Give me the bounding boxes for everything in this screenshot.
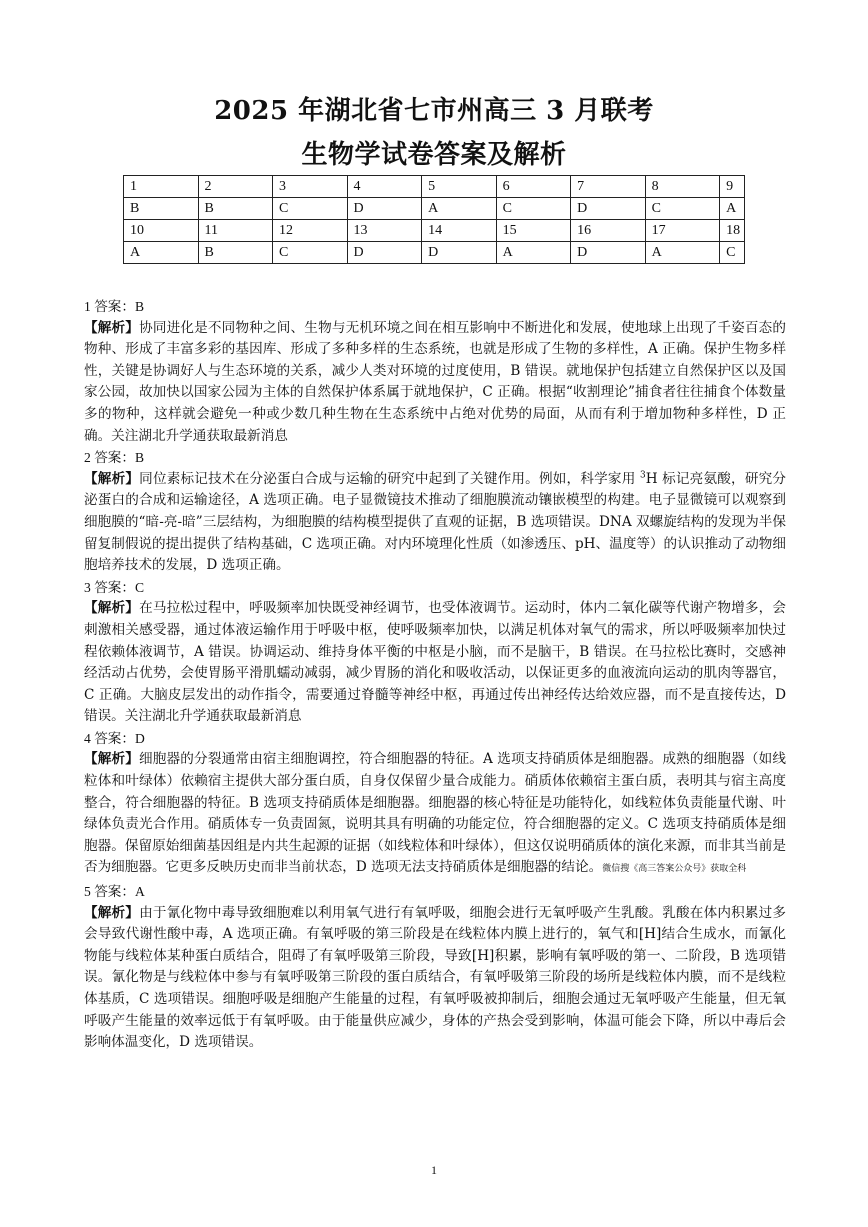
table-row (124, 198, 745, 220)
table-cell: B (198, 242, 273, 264)
table-cell: A (720, 198, 745, 220)
explanation-paragraph (84, 598, 786, 728)
table-cell: A (124, 242, 199, 264)
answer-line: 2 答案：B (84, 450, 145, 466)
table-cell: C (273, 242, 348, 264)
table-cell: 15 (496, 220, 571, 242)
table-cell: 17 (645, 220, 720, 242)
table-cell: 16 (571, 220, 646, 242)
answer-line: 1 答案：B (84, 299, 145, 314)
table-cell: D (347, 242, 422, 264)
table-cell: C (496, 198, 571, 220)
explanation-text: 同位素标记技术在分泌蛋白合成与运输的研究中起到了关键作用。例如，科学家用 (139, 470, 640, 487)
table-cell: 18 (720, 220, 745, 242)
explanation-paragraph (84, 903, 786, 1054)
isotope-superscript: 3 (640, 470, 646, 481)
table-cell: 14 (422, 220, 497, 242)
explanations-body (84, 296, 786, 1054)
answer-line: 3 答案：C (84, 579, 145, 595)
explanation-tag: 【解析】 (84, 904, 140, 921)
table-cell: D (571, 198, 646, 220)
table-cell: A (496, 242, 571, 264)
table-cell: 11 (198, 220, 273, 242)
table-cell: C (645, 198, 720, 220)
answer-line: 4 答案：D (84, 730, 145, 746)
document-subtitle: 生物学试卷答案及解析 (301, 140, 567, 170)
table-cell: C (720, 242, 745, 264)
table-cell: 7 (571, 176, 646, 198)
table-cell: 1 (124, 176, 199, 198)
explanation-tag: 【解析】 (84, 751, 140, 768)
table-cell: 3 (273, 176, 348, 198)
table-row (124, 176, 745, 198)
table-cell: D (571, 242, 646, 264)
table-cell: 4 (347, 176, 422, 198)
page-number: 1 (431, 1163, 437, 1177)
table-cell: 6 (496, 176, 571, 198)
table-cell: D (422, 242, 497, 264)
table-cell: A (422, 198, 497, 220)
table-cell: B (124, 198, 199, 220)
explanation-tag: 【解析】 (84, 470, 140, 487)
explanation-paragraph (84, 469, 786, 577)
table-cell: 9 (720, 176, 745, 198)
answer-line: 5 答案：A (84, 884, 145, 900)
table-cell: 5 (422, 176, 497, 198)
explanation-text: 由于氰化物中毒导致细胞难以利用氧气进行有氧呼吸，细胞会进行无氧呼吸产生乳酸。乳酸在体内积累过多会导致代谢性酸中毒，A 选项正确。有氧呼吸的第三阶段是在线粒体内膜上进行的，氧气和[H]结合生成水，而氰化物能与线粒体某种蛋白质结合，阻碍了有氧呼吸第三阶段，导致[H]积累，影响有氧呼吸的第一、二阶段，B 选项错误。氰化物是与线粒体中参与有氧呼吸第三阶段的蛋白质结合，有氧呼吸第三阶段的场所是线粒体内膜，而不是线粒体基质，C 选项错误。细胞呼吸是细胞产生能量的过程，有氧呼吸被抑制后，细胞会通过无氧呼吸产生能量，但无氧呼吸产生能量的效率远低于有氧呼吸。由于能量供应减少，身体的产热会受到影响，体温可能会下降，所以中毒后会影响体温变化，D 选项错误。 (84, 904, 787, 1051)
table-cell: 8 (645, 176, 720, 198)
promo-note: 微信搜《高三答案公众号》获取全科 (602, 864, 747, 875)
table-cell: 13 (347, 220, 422, 242)
explanation-paragraph (84, 749, 786, 881)
table-cell: B (198, 198, 273, 220)
explanation-text: 细胞器的分裂通常由宿主细胞调控，符合细胞器的特征。A 选项支持硝质体是细胞器。成熟的细胞器（如线粒体和叶绿体）依赖宿主提供大部分蛋白质，自身仅保留少量合成能力。硝质体依赖宿主蛋白质，表明其与宿主高度整合，符合细胞器的特征。B 选项支持硝质体是细胞器。细胞器的核心特征是功能特化，如线粒体负责能量代谢、叶绿体负责光合作用。硝质体专一负责固氮，说明其具有明确的功能定位，符合细胞器的定义。C 选项支持硝质体是细胞器。保留原始细菌基因组是内共生起源的证据（如线粒体和叶绿体），但这仅说明硝质体的演化来源，而非其当前是否为细胞器。它更多反映历史而非当前状态，D 选项无法支持硝质体是细胞器的结论。 (84, 751, 786, 876)
explanation-text: 协同进化是不同物种之间、生物与无机环境之间在相互影响中不断进化和发展，使地球上出现了千姿百态的物种、形成了丰富多彩的基因库、形成了多种多样的生态系统，也就是形成了生物的多样性，A 正确。保护生物多样性，关键是协调好人与生态环境的关系，减少人类对环境的过度使用，B 错误。就地保护包括建立自然保护区以及国家公园，故加快以国家公园为主体的自然保护体系属于就地保护，C 正确。根据“收割理论”捕食者往往捕食个体数量多的物种，这样就会避免一种或少数几种生物在生态系统中占绝对优势的局面，从而有利于增加物种多样性，D 正确。关注湖北升学通获取最新消息 (84, 319, 787, 444)
table-cell: A (645, 242, 720, 264)
table-cell: C (273, 198, 348, 220)
table-row (124, 242, 745, 264)
table-row (124, 220, 745, 242)
table-cell: 2 (198, 176, 273, 198)
table-cell: D (347, 198, 422, 220)
explanation-text: H 标记亮氨酸，研究分泌蛋白的合成和运输途径，A 选项正确。电子显微镜技术推动了细胞膜流动镶嵌模型的构建。电子显微镜可以观察到细胞膜的“暗-亮-暗”三层结构，为细胞膜的结构模型提供了直观的证据，B 选项错误。DNA 双螺旋结构的发现为半保留复制假说的提出提供了结构基础，C 选项正确。对内环境理化性质（如渗透压、pH、温度等）的认识推动了动物细胞培养技术的发展，D 选项正确。 (84, 470, 786, 574)
table-cell: 10 (124, 220, 199, 242)
table-cell: 12 (273, 220, 348, 242)
explanation-tag: 【解析】 (84, 319, 140, 336)
explanation-tag: 【解析】 (84, 600, 140, 617)
document-title: 2025 年湖北省七市州高三 3 月联考 (214, 96, 654, 126)
explanation-paragraph (84, 318, 786, 448)
answer-key-table (123, 175, 745, 264)
explanation-text: 在马拉松过程中，呼吸频率加快既受神经调节，也受体液调节。运动时，体内二氧化碳等代谢产物增多，会刺激相关感受器，通过体液运输作用于呼吸中枢，使呼吸频率加快，以满足机体对氧气的需求，所以呼吸频率加快过程依赖体液调节，A 错误。协调运动、维持身体平衡的中枢是小脑，而不是脑干，B 错误。在马拉松比赛时，交感神经活动占优势，会使胃肠平滑肌蠕动减弱，减少胃肠的消化和吸收活动，以保证更多的血液流向运动的肌肉等器官，C 正确。大脑皮层发出的动作指令，需要通过脊髓等神经中枢，再通过传出神经传达给效应器，而不是直接传达，D 错误。关注湖北升学通获取最新消息 (84, 600, 787, 725)
